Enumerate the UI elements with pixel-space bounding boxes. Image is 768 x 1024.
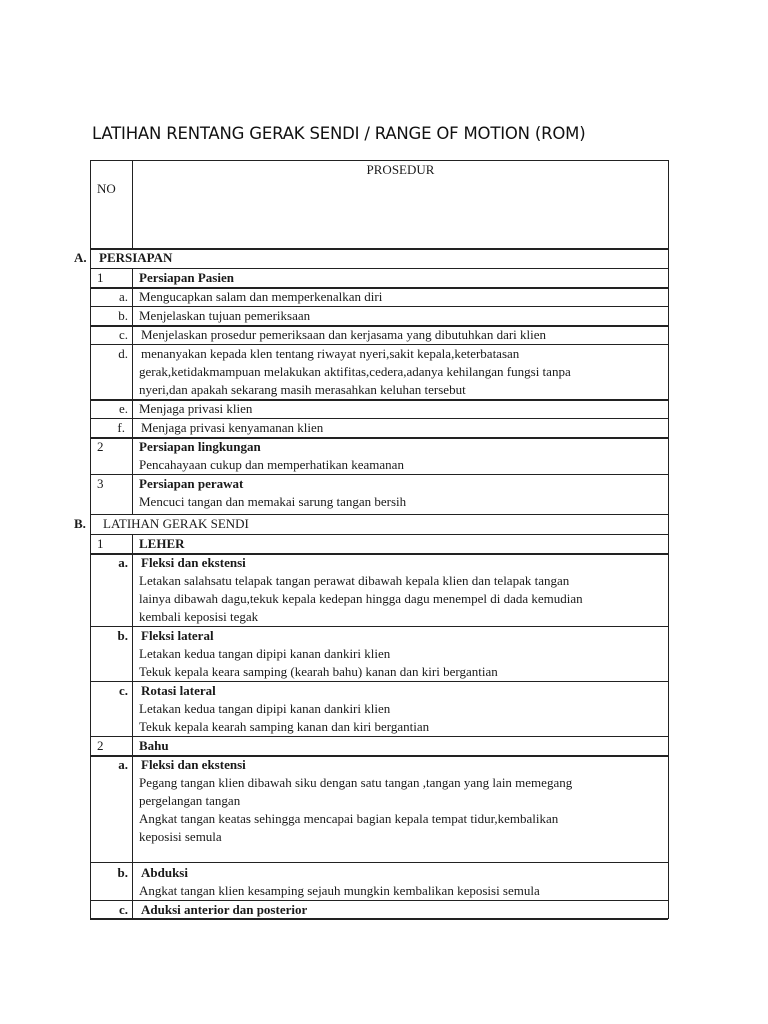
- item-no: b.: [118, 308, 128, 323]
- item-label: Abduksi: [141, 865, 188, 880]
- header-no: NO: [97, 181, 116, 196]
- item-no: c.: [118, 902, 128, 917]
- group-no: 1: [97, 536, 104, 551]
- item-line: nyeri,dan apakah sekarang masih merasahkan keluhan tersebut: [139, 382, 466, 397]
- item-line: Letakan kedua tangan dipipi kanan dankiri klien: [139, 646, 391, 661]
- item-no: 2: [97, 439, 104, 454]
- item-label: Fleksi dan ekstensi: [141, 555, 246, 570]
- item-label: Menjaga privasi kenyamanan klien: [141, 420, 324, 435]
- item-label: Mengucapkan salam dan memperkenalkan diri: [139, 289, 383, 304]
- group-no: 2: [97, 738, 104, 753]
- column-divider: [132, 534, 133, 919]
- column-divider: [132, 268, 133, 514]
- item-label: Menjelaskan prosedur pemeriksaan dan kerjasama yang dibutuhkan dari klien: [141, 327, 547, 342]
- item-no: a.: [118, 757, 128, 772]
- section-b-label: LATIHAN GERAK SENDI: [103, 516, 249, 531]
- item-line: Tekuk kepala kearah samping kanan dan kiri bergantian: [139, 719, 430, 734]
- row-divider: [90, 248, 668, 250]
- item-no: c.: [118, 327, 128, 342]
- section-a-label: PERSIAPAN: [99, 250, 173, 265]
- item-line: Letakan kedua tangan dipipi kanan dankiri klien: [139, 701, 391, 716]
- item-no: b.: [117, 865, 128, 880]
- header-prosedur: PROSEDUR: [366, 162, 435, 177]
- item-line: keposisi semula: [139, 829, 222, 844]
- section-a-letter: A.: [74, 250, 87, 265]
- section-b-letter: B.: [74, 516, 86, 531]
- item-line: menanyakan kepada klen tentang riwayat nyeri,sakit kepala,keterbatasan: [141, 346, 520, 361]
- item-line: kembali keposisi tegak: [139, 609, 259, 624]
- table-border-left: [90, 160, 91, 919]
- item-label: Menjelaskan tujuan pemeriksaan: [139, 308, 311, 323]
- group-label: Bahu: [139, 738, 169, 753]
- item-label: Persiapan Pasien: [139, 270, 234, 285]
- item-no: b.: [117, 628, 128, 643]
- item-label: Fleksi lateral: [141, 628, 214, 643]
- item-label: Aduksi anterior dan posterior: [141, 902, 308, 917]
- item-no: c.: [118, 683, 128, 698]
- table-border-right: [668, 160, 669, 919]
- row-divider: [90, 736, 668, 737]
- group-label: LEHER: [139, 536, 185, 551]
- item-no: e.: [118, 401, 128, 416]
- document-title: LATIHAN RENTANG GERAK SENDI / RANGE OF MOTION (ROM): [92, 124, 586, 143]
- item-label: Rotasi lateral: [141, 683, 216, 698]
- item-desc: Mencuci tangan dan memakai sarung tangan bersih: [139, 494, 407, 509]
- item-line: Angkat tangan klien kesamping sejauh mungkin kembalikan keposisi semula: [139, 883, 540, 898]
- item-no: a.: [118, 555, 128, 570]
- item-no: 3: [97, 476, 104, 491]
- item-no: a.: [118, 289, 128, 304]
- item-label: Menjaga privasi klien: [139, 401, 253, 416]
- item-label: Persiapan perawat: [139, 476, 244, 491]
- item-no: 1: [97, 270, 104, 285]
- row-divider: [90, 862, 668, 863]
- item-line: Letakan salahsatu telapak tangan perawat dibawah kepala klien dan telapak tangan: [139, 573, 570, 588]
- item-no: d.: [118, 346, 128, 361]
- item-line: Pegang tangan klien dibawah siku dengan satu tangan ,tangan yang lain memegang: [139, 775, 573, 790]
- item-line: gerak,ketidakmampuan melakukan aktifitas,cedera,adanya kehilangan fungsi tanpa: [139, 364, 571, 379]
- item-label: Persiapan lingkungan: [139, 439, 261, 454]
- item-line: pergelangan tangan: [139, 793, 241, 808]
- item-line: Tekuk kepala keara samping (kearah bahu) kanan dan kiri bergantian: [139, 664, 498, 679]
- item-label: Fleksi dan ekstensi: [141, 757, 246, 772]
- item-line: lainya dibawah dagu,tekuk kepala kedepan hingga dagu menempel di dada kemudian: [139, 591, 583, 606]
- item-desc: Pencahayaan cukup dan memperhatikan keamanan: [139, 457, 404, 472]
- item-line: Angkat tangan keatas sehingga mencapai bagian kepala tempat tidur,kembalikan: [139, 811, 559, 826]
- item-no: f.: [117, 420, 125, 435]
